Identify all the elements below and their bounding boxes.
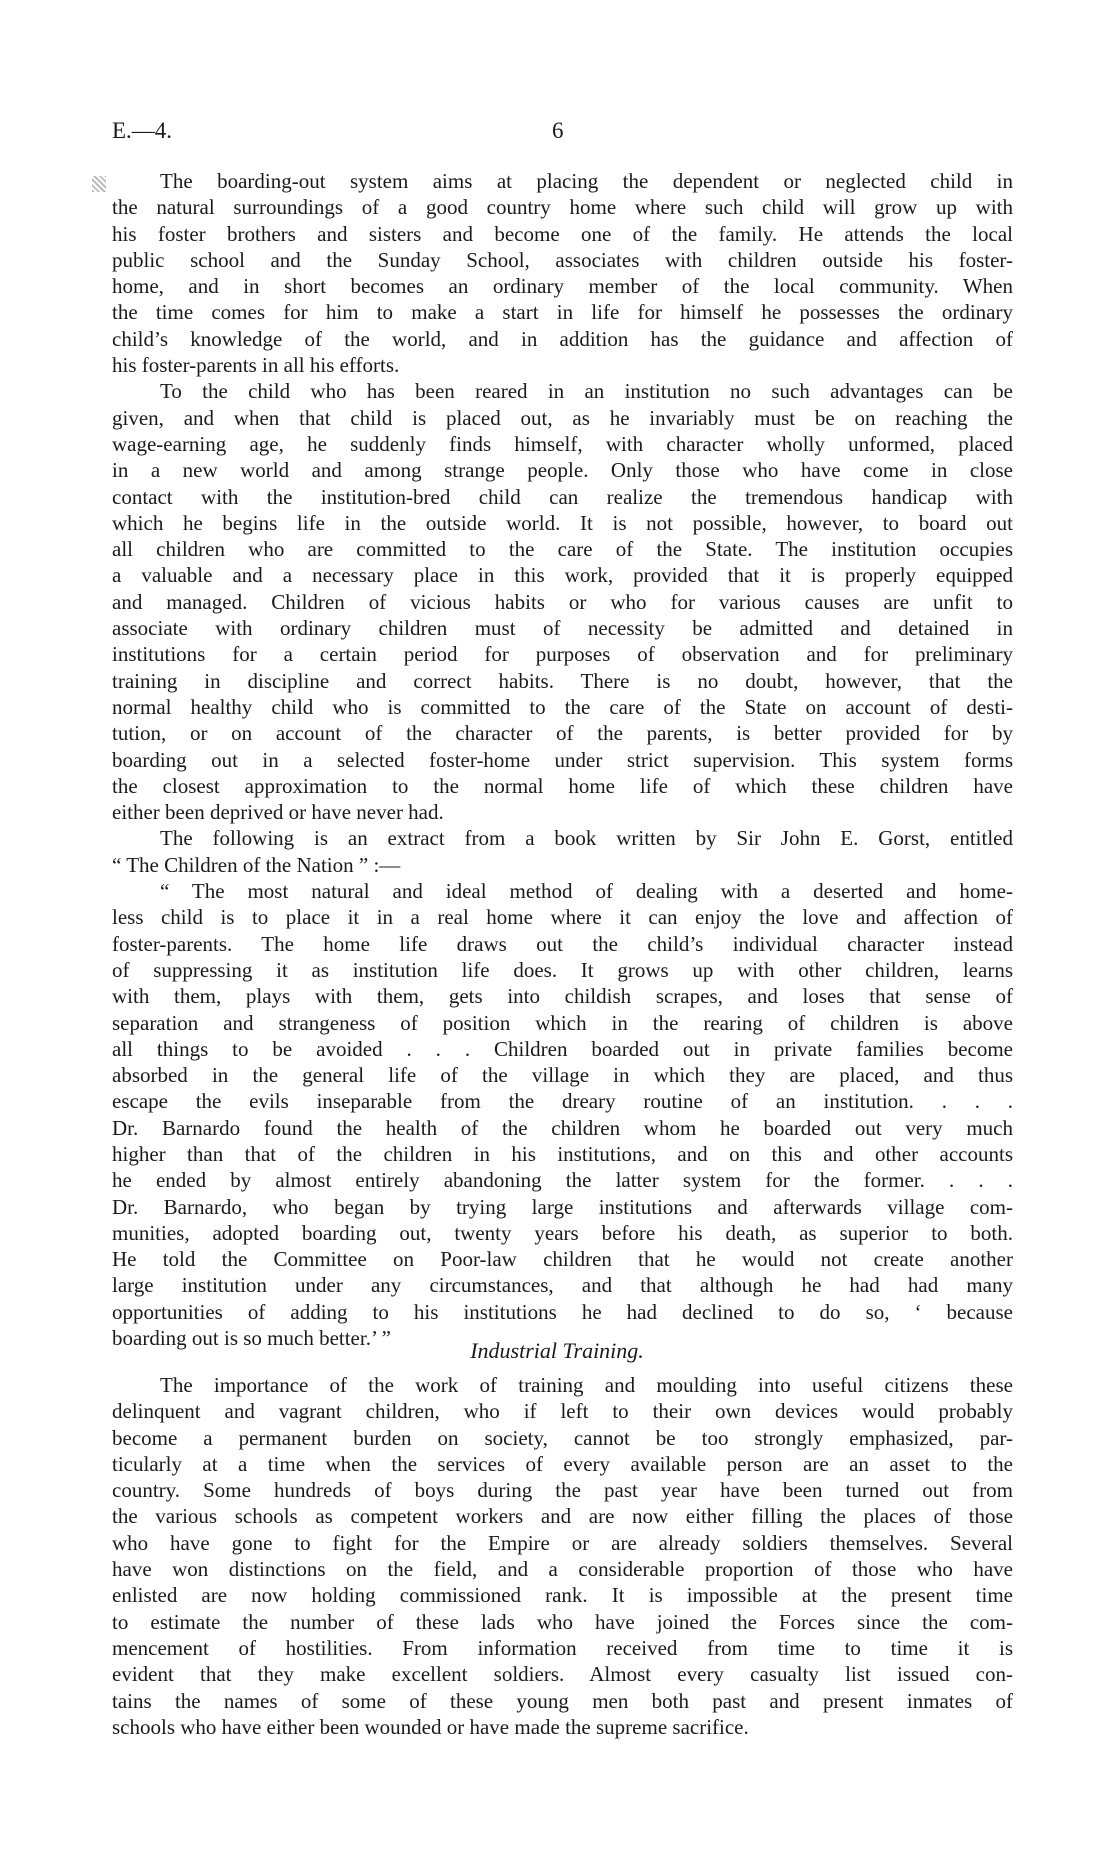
document-reference: E.—4. bbox=[112, 118, 173, 143]
text-line: the time comes for him to make a start in life for himself he possesses the ordinary bbox=[112, 300, 1013, 325]
text-line: have won distinctions on the field, and a considerable proportion of those who have bbox=[112, 1557, 1013, 1582]
text-line: evident that they make excellent soldiers. Almost every casualty list issued con- bbox=[112, 1662, 1013, 1687]
text-line: higher than that of the children in his institutions, and on this and other accounts bbox=[112, 1141, 1013, 1166]
text-line: delinquent and vagrant children, who if left to their own devices would probably bbox=[112, 1399, 1013, 1424]
text-line: The boarding-out system aims at placing the dependent or neglected child in bbox=[160, 169, 1013, 193]
page-number: 6 bbox=[552, 118, 564, 143]
text-line: opportunities of adding to his institutions he had declined to do so, ‘ because bbox=[112, 1299, 1013, 1324]
text-line: home, and in short becomes an ordinary member of the local community. When bbox=[112, 274, 1013, 299]
section-heading: Industrial Training. bbox=[470, 1338, 644, 1363]
text-line: the closest approximation to the normal home life of which these children have bbox=[112, 773, 1013, 798]
text-line: wage-earning age, he suddenly finds himself, with character wholly unformed, placed bbox=[112, 431, 1013, 456]
text-line: boarding out is so much better.’ ” bbox=[112, 1326, 391, 1351]
text-line: escape the evils inseparable from the dreary routine of an institution. . . . bbox=[112, 1089, 1013, 1114]
text-line: of suppressing it as institution life does. It grows up with other children, learns bbox=[112, 957, 1013, 982]
paragraph bbox=[112, 1372, 1013, 1740]
text-line: foster-parents. The home life draws out the child’s individual character instead bbox=[112, 931, 1013, 956]
text-line: absorbed in the general life of the village in which they are placed, and thus bbox=[112, 1063, 1013, 1088]
text-line: less child is to place it in a real home where it can enjoy the love and affection of bbox=[112, 905, 1013, 930]
paragraph bbox=[112, 878, 1013, 1351]
text-line: schools who have either been wounded or have made the supreme sacrifice. bbox=[112, 1714, 749, 1739]
text-line: associate with ordinary children must of necessity be admitted and detained in bbox=[112, 616, 1013, 641]
text-line: either been deprived or have never had. bbox=[112, 800, 444, 825]
text-line: his foster brothers and sisters and become one of the family. He attends the local bbox=[112, 221, 1013, 246]
text-line: in a new world and among strange people. Only those who have come in close bbox=[112, 458, 1013, 483]
text-line: given, and when that child is placed out, as he invariably must be on reaching the bbox=[112, 405, 1013, 430]
text-line: large institution under any circumstances, and that although he had had many bbox=[112, 1273, 1013, 1298]
text-line: the natural surroundings of a good country home where such child will grow up with bbox=[112, 195, 1013, 220]
text-line: “ The Children of the Nation ” :— bbox=[112, 852, 401, 877]
text-line: a valuable and a necessary place in this work, provided that it is properly equipped bbox=[112, 563, 1013, 588]
text-line: who have gone to fight for the Empire or are already soldiers themselves. Several bbox=[112, 1530, 1013, 1555]
paragraph bbox=[112, 378, 1013, 825]
text-line: all children who are committed to the care of the State. The institution occupies bbox=[112, 537, 1013, 562]
text-line: The following is an extract from a book written by Sir John E. Gorst, entitled bbox=[160, 826, 1013, 851]
text-line: normal healthy child who is committed to the care of the State on account of desti- bbox=[112, 694, 1013, 719]
text-line: tains the names of some of these young men both past and present inmates of bbox=[112, 1688, 1013, 1713]
text-line: his foster-parents in all his efforts. bbox=[112, 353, 400, 378]
text-line: munities, adopted boarding out, twenty years before his death, as superior to both. bbox=[112, 1220, 1013, 1245]
text-line: child’s knowledge of the world, and in addition has the guidance and affection of bbox=[112, 326, 1013, 351]
text-line: ticularly at a time when the services of every available person are an asset to the bbox=[112, 1451, 1013, 1476]
section-body-text bbox=[112, 1372, 1013, 1740]
text-line: Dr. Barnardo found the health of the children whom he boarded out very much bbox=[112, 1115, 1013, 1140]
text-line: institutions for a certain period for purposes of observation and for preliminary bbox=[112, 642, 1013, 667]
text-line: to estimate the number of these lads who have joined the Forces since the com- bbox=[112, 1609, 1013, 1634]
text-line: with them, plays with them, gets into childish scrapes, and loses that sense of bbox=[112, 984, 1013, 1009]
text-line: boarding out in a selected foster-home under strict supervision. This system forms bbox=[112, 747, 1013, 772]
text-line: public school and the Sunday School, associates with children outside his foster- bbox=[112, 247, 1013, 272]
paragraph bbox=[112, 168, 1013, 378]
text-line: country. Some hundreds of boys during the past year have been turned out from bbox=[112, 1478, 1013, 1503]
text-line: Dr. Barnardo, who began by trying large institutions and afterwards village com- bbox=[112, 1194, 1013, 1219]
text-line: training in discipline and correct habits. There is no doubt, however, that the bbox=[112, 668, 1013, 693]
text-line: contact with the institution-bred child can realize the tremendous handicap with bbox=[112, 484, 1013, 509]
text-line: all things to be avoided . . . Children boarded out in private families become bbox=[112, 1036, 1013, 1061]
text-line: become a permanent burden on society, cannot be too strongly emphasized, par- bbox=[112, 1425, 1013, 1450]
text-line: The importance of the work of training and moulding into useful citizens these bbox=[160, 1373, 1013, 1397]
text-line: the various schools as competent workers and are now either filling the places of those bbox=[112, 1504, 1013, 1529]
text-line: To the child who has been reared in an institution no such advantages can be bbox=[160, 379, 1013, 404]
paragraph bbox=[112, 825, 1013, 878]
text-line: which he begins life in the outside world. It is not possible, however, to board out bbox=[112, 510, 1013, 535]
scan-artifact-icon bbox=[92, 176, 106, 192]
text-line: and managed. Children of vicious habits or who for various causes are unfit to bbox=[112, 589, 1013, 614]
text-line: He told the Committee on Poor-law children that he would not create another bbox=[112, 1247, 1013, 1272]
text-line: separation and strangeness of position which in the rearing of children is above bbox=[112, 1010, 1013, 1035]
text-line: he ended by almost entirely abandoning the latter system for the former. . . . bbox=[112, 1168, 1013, 1193]
text-line: “ The most natural and ideal method of dealing with a deserted and home- bbox=[160, 879, 1013, 904]
text-line: mencement of hostilities. From information received from time to time it is bbox=[112, 1635, 1013, 1660]
text-line: enlisted are now holding commissioned rank. It is impossible at the present time bbox=[112, 1583, 1013, 1608]
body-text bbox=[112, 168, 1013, 1351]
text-line: tution, or on account of the character of the parents, is better provided for by bbox=[112, 721, 1013, 746]
